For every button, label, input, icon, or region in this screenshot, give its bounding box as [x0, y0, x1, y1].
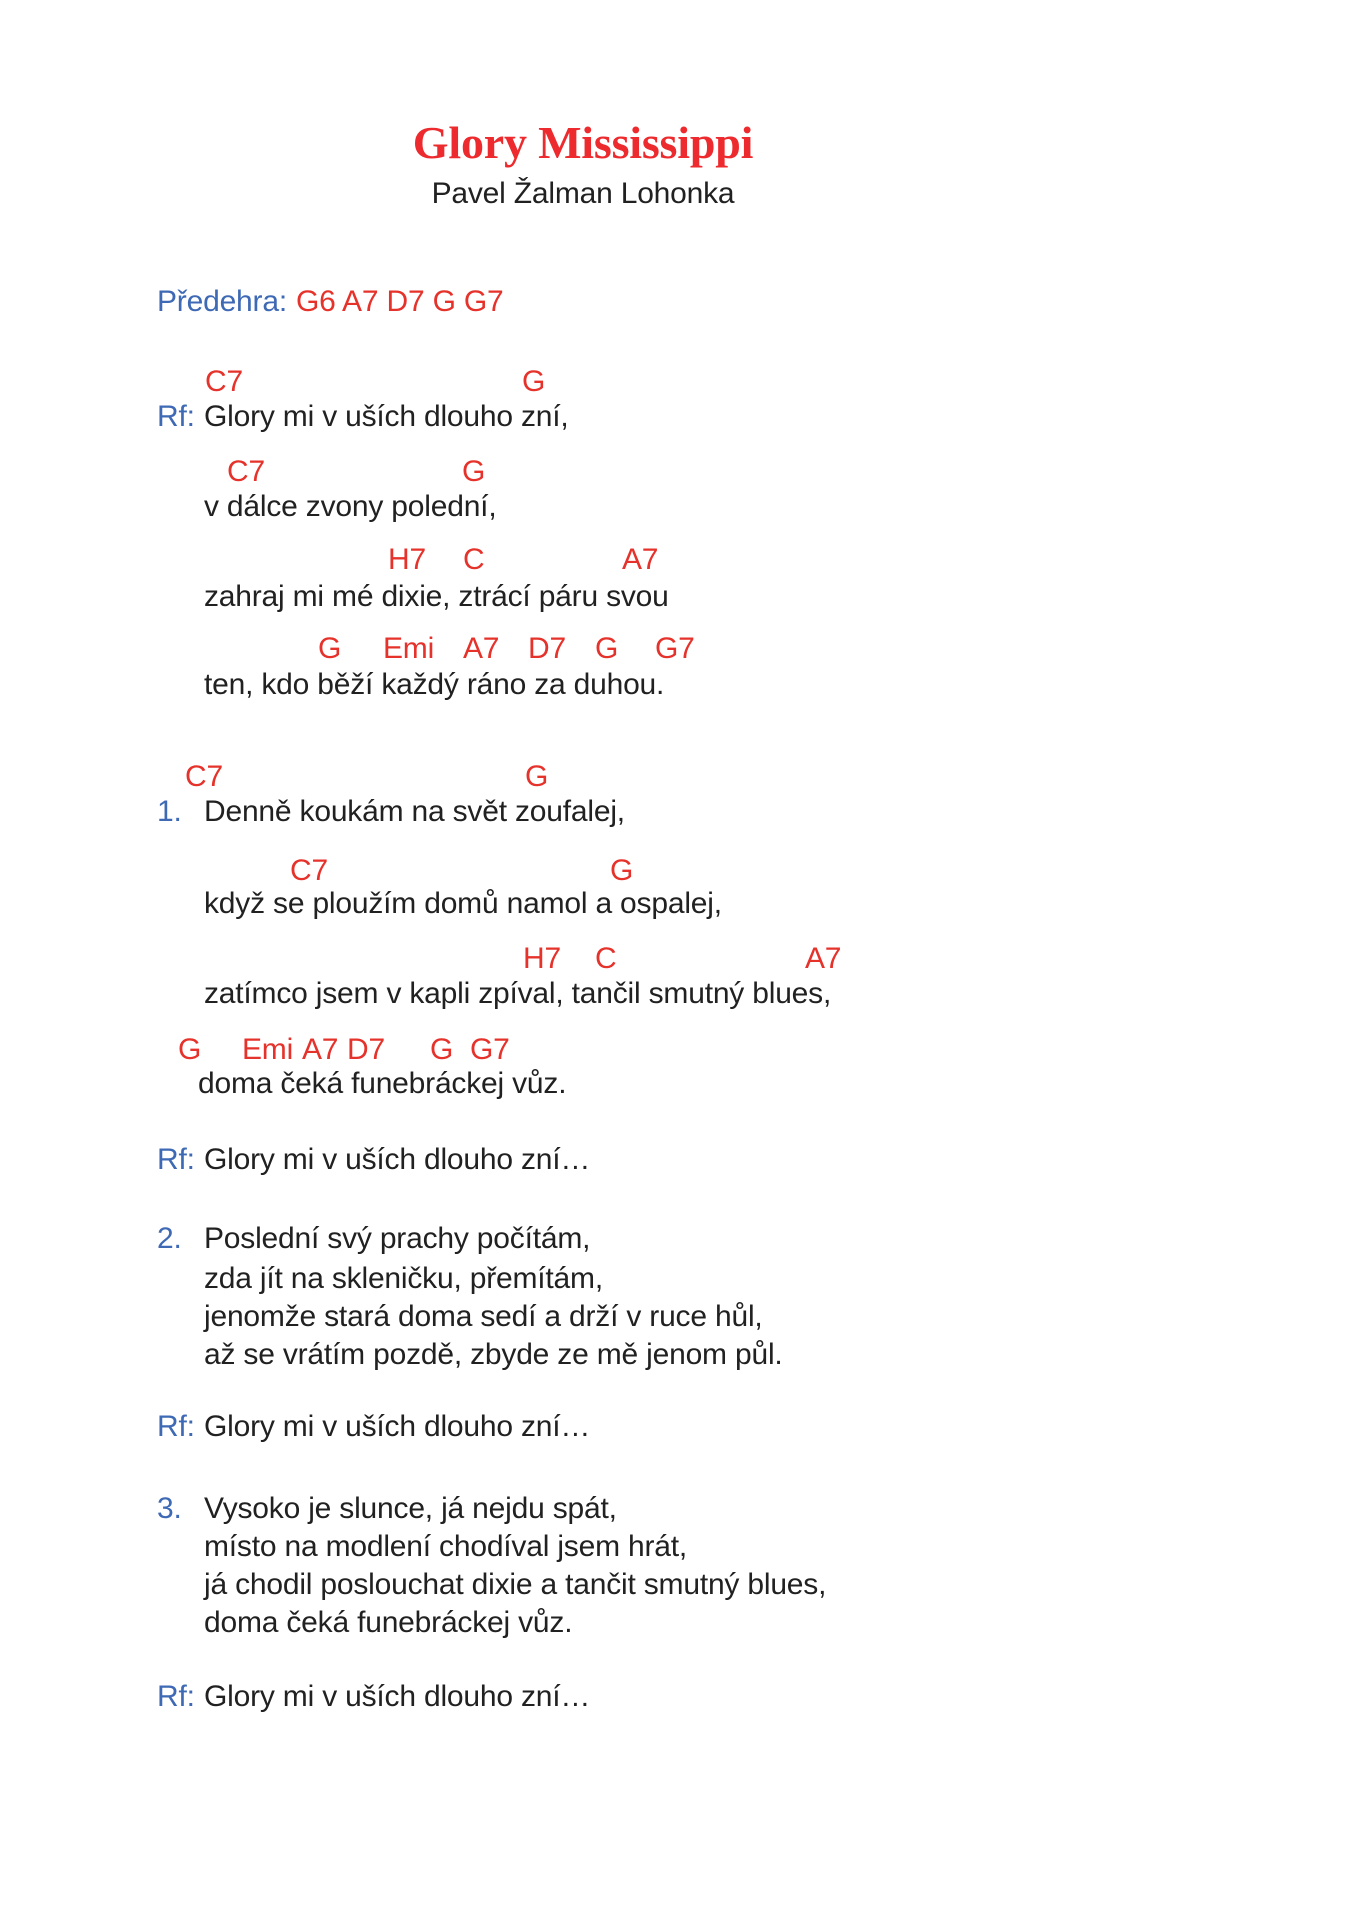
chord: C7 — [227, 455, 265, 488]
lyric-text: Poslední svý prachy počítám, — [204, 1222, 591, 1255]
lyric-line — [204, 668, 664, 703]
chord-line — [0, 543, 1357, 579]
intro-line — [157, 285, 503, 320]
chord: H7 — [523, 942, 561, 975]
lyric-text: zahraj mi mé dixie, ztrácí páru svou — [204, 580, 669, 613]
chord: G — [522, 365, 546, 398]
lyric-text: ten, kdo běží každý ráno za duhou. — [204, 668, 665, 701]
lyric-text: Vysoko je slunce, já nejdu spát, — [204, 1492, 617, 1525]
lyric-text: místo na modlení chodíval jsem hrát, — [204, 1530, 688, 1563]
chord: G — [525, 760, 549, 793]
lyric-text: v dálce zvony polední, — [204, 490, 497, 523]
lyric-text: doma čeká funebráckej vůz. — [204, 1606, 573, 1639]
chord-line — [0, 942, 1357, 978]
chord-line — [0, 455, 1357, 491]
chord-line — [0, 1033, 1357, 1069]
chord: D7 — [528, 632, 566, 665]
chord: G — [462, 455, 486, 488]
lyric-text: Denně koukám na svět zoufalej, — [204, 795, 625, 828]
chord: C — [463, 543, 485, 576]
chord: A7 — [463, 632, 500, 665]
chord: H7 — [388, 543, 426, 576]
lyric-text: já chodil poslouchat dixie a tančit smutný blues, — [204, 1568, 827, 1601]
lyric-text: až se vrátím pozdě, zbyde ze mě jenom půl. — [204, 1338, 783, 1371]
chord-line — [0, 632, 1357, 668]
chord: C7 — [290, 854, 328, 887]
lyric-line — [157, 400, 569, 435]
verse1-label: 1. — [157, 795, 182, 828]
refrain-label: Rf: — [157, 1680, 195, 1713]
lyric-text: jenomže stará doma sedí a drží v ruce hůl, — [204, 1300, 763, 1333]
chord: A7 — [302, 1033, 339, 1066]
lyric-text: zatímco jsem v kapli zpíval, tančil smutný blues, — [204, 977, 832, 1010]
lyric-text: když se ploužím domů namol a ospalej, — [204, 887, 722, 920]
song-author: Pavel Žalman Lohonka — [431, 177, 735, 210]
lyric-line — [204, 490, 496, 525]
song-title: Glory Mississippi — [412, 117, 754, 168]
refrain-reprise-line — [157, 1143, 590, 1178]
chord: G — [595, 632, 619, 665]
lyric-line — [204, 977, 831, 1012]
chord: Emi — [242, 1033, 294, 1066]
refrain-label: Rf: — [157, 1410, 195, 1443]
chord: C7 — [185, 760, 223, 793]
chord: G — [318, 632, 342, 665]
refrain-reprise-line — [157, 1410, 590, 1445]
lyric-text: doma čeká funebráckej vůz. — [198, 1067, 567, 1100]
refrain-label: Rf: — [157, 1143, 195, 1176]
chord: G — [610, 854, 634, 887]
lyric-line — [157, 1222, 590, 1257]
lyric-line — [204, 1606, 572, 1641]
lyric-line — [157, 795, 625, 830]
chord: G — [430, 1033, 454, 1066]
chord: G7 — [655, 632, 695, 665]
chord-line — [0, 760, 1357, 796]
lyric-line — [204, 580, 669, 615]
lyric-line — [204, 887, 722, 922]
lyric-line — [198, 1067, 566, 1102]
chord-line — [0, 854, 1357, 890]
chord: Emi — [383, 632, 435, 665]
chord: D7 — [347, 1033, 385, 1066]
chord: C7 — [205, 365, 243, 398]
lyric-text: Glory mi v uších dlouho zní, — [204, 400, 569, 433]
lyric-text: Glory mi v uších dlouho zní… — [204, 1410, 591, 1443]
lyric-line — [157, 1492, 617, 1527]
lyric-text: Glory mi v uších dlouho zní… — [204, 1680, 591, 1713]
chord: G — [178, 1033, 202, 1066]
intro-label: Předehra: — [157, 285, 287, 318]
chord: C — [595, 942, 617, 975]
chord-line — [0, 365, 1357, 401]
chord: A7 — [622, 543, 659, 576]
lyric-text: zda jít na skleničku, přemítám, — [204, 1262, 603, 1295]
intro-chords: G6 A7 D7 G G7 — [295, 285, 504, 318]
verse2-label: 2. — [157, 1222, 182, 1255]
chord: G7 — [470, 1033, 510, 1066]
chord: A7 — [805, 942, 842, 975]
lyric-line — [204, 1338, 783, 1373]
lyric-line — [204, 1262, 603, 1297]
lyric-line — [204, 1568, 826, 1603]
lyric-line — [204, 1300, 763, 1335]
lyric-text: Glory mi v uších dlouho zní… — [204, 1143, 591, 1176]
refrain-label: Rf: — [157, 400, 195, 433]
refrain-reprise-line — [157, 1680, 590, 1715]
lyric-line — [204, 1530, 687, 1565]
verse3-label: 3. — [157, 1492, 182, 1525]
